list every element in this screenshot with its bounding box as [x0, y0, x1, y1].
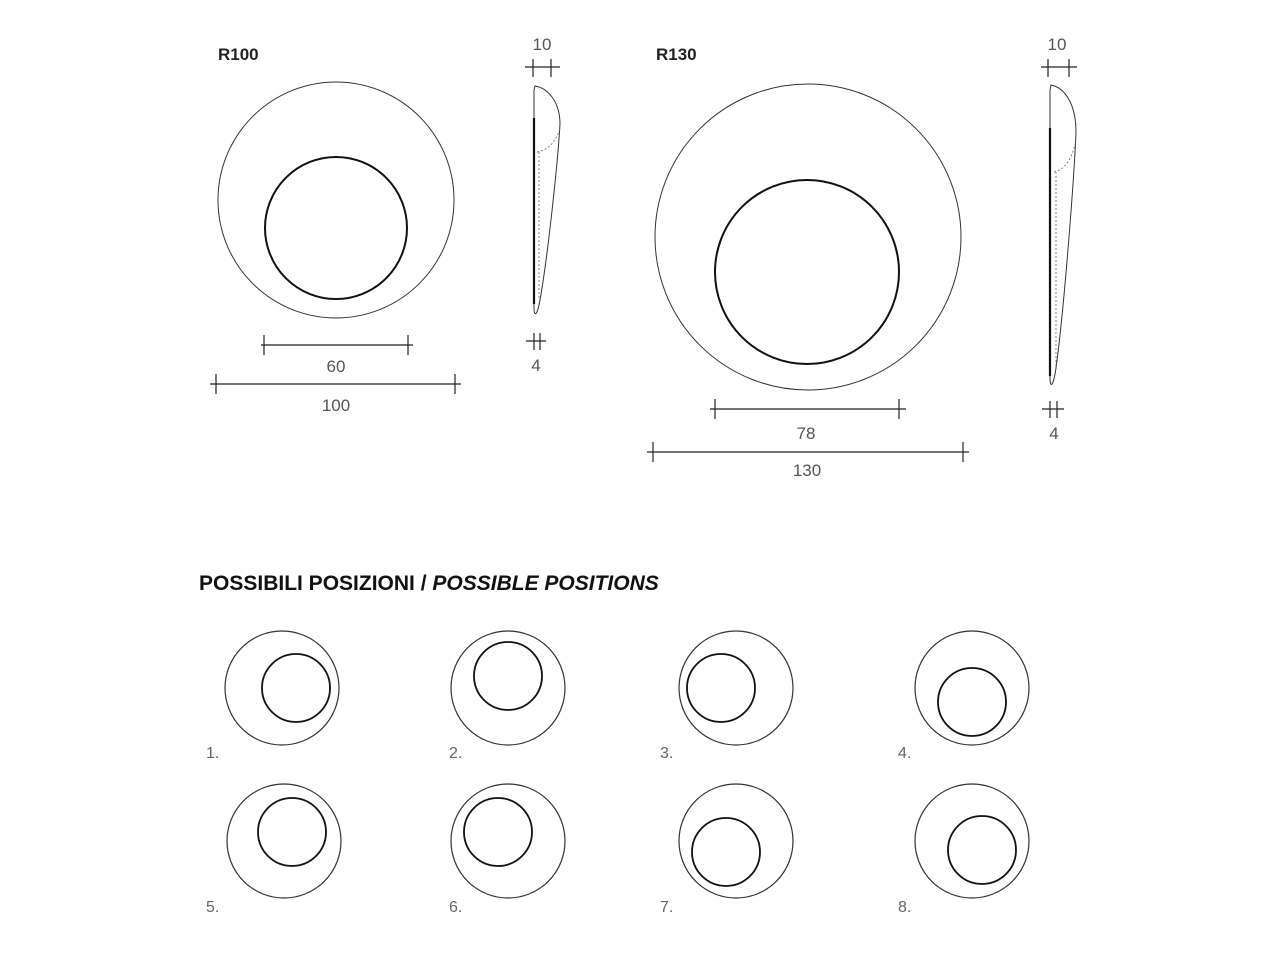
model-r130 — [647, 35, 1077, 480]
model-label-r130: R130 — [656, 45, 697, 64]
position-label-2: 2. — [449, 745, 463, 762]
r100-outer-disc — [218, 82, 454, 318]
positions-title-separator: / — [414, 572, 433, 595]
r100-inner-disc — [265, 157, 407, 299]
positions-title-english: POSSIBLE POSITIONS — [432, 572, 659, 595]
r100-dimension-inner — [261, 335, 413, 376]
position-6 — [449, 784, 565, 916]
position-label-8: 8. — [898, 899, 912, 916]
position-8 — [898, 784, 1029, 916]
r100-outer-diameter-label: 100 — [321, 396, 351, 415]
r100-side-bottom-label: 4 — [531, 356, 541, 375]
r100-side-top-label: 10 — [532, 35, 552, 54]
r100-dimension-outer — [210, 374, 461, 415]
position-3 — [660, 631, 793, 762]
r130-dimension-inner — [710, 399, 906, 443]
position-4 — [898, 631, 1029, 762]
r100-side-view — [525, 35, 560, 375]
position-label-4: 4. — [898, 745, 912, 762]
position-7 — [660, 784, 793, 916]
model-label-r100: R100 — [218, 45, 259, 64]
r130-outer-diameter-label: 130 — [792, 461, 822, 480]
r130-dimension-outer — [647, 442, 969, 480]
position-1 — [206, 631, 339, 762]
positions-grid — [206, 631, 1029, 916]
r130-side-top-label: 10 — [1047, 35, 1067, 54]
r130-side-view — [1041, 35, 1077, 443]
r130-outer-disc — [655, 84, 961, 390]
position-label-6: 6. — [449, 899, 463, 916]
positions-title-italian: POSSIBILI POSIZIONI — [199, 572, 415, 595]
r130-side-bottom-label: 4 — [1049, 424, 1059, 443]
position-5 — [206, 784, 341, 916]
position-label-7: 7. — [660, 899, 674, 916]
position-label-5: 5. — [206, 899, 220, 916]
model-r100 — [210, 35, 560, 415]
position-label-3: 3. — [660, 745, 674, 762]
r100-inner-diameter-label: 60 — [326, 357, 346, 376]
position-2 — [449, 631, 565, 762]
position-label-1: 1. — [206, 745, 220, 762]
positions-section-title — [199, 572, 659, 596]
r130-inner-disc — [715, 180, 899, 364]
r130-inner-diameter-label: 78 — [796, 424, 816, 443]
